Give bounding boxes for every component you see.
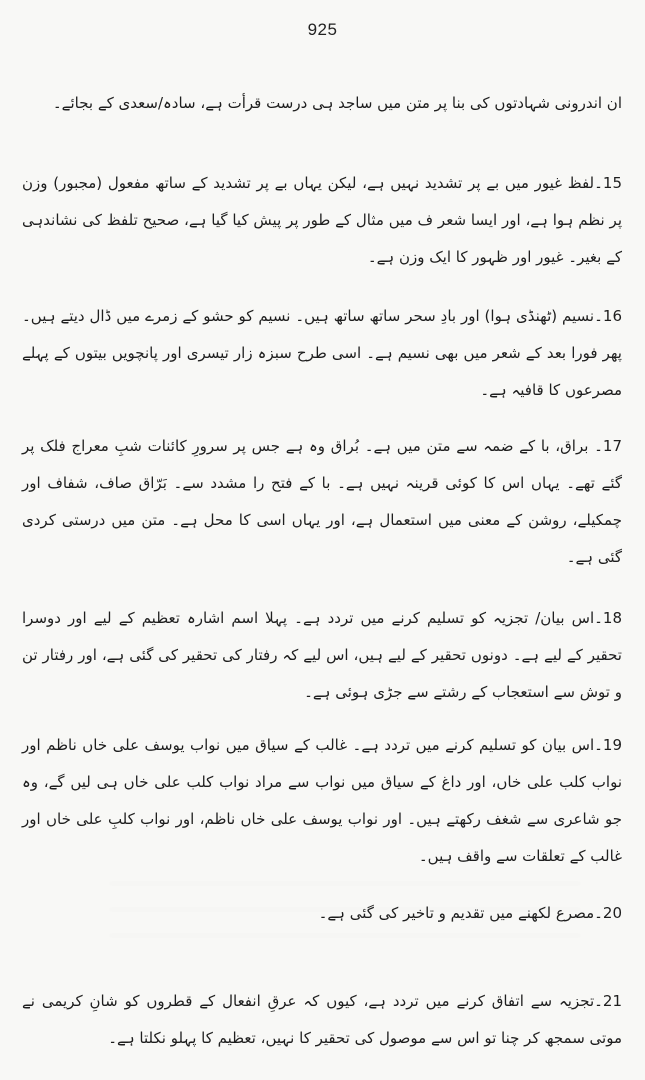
note-16: 16۔نسیم (ٹھنڈی ہوا) اور بادِ سحر ساتھ ساتھ ہیں۔ نسیم کو حشو کے زمرے میں ڈال دیتے ہیں۔ پھر فورا بعد کے شعر میں بھی نسیم ہے۔ اسی طرح سبزہ زار تیسری اور پانچویں بیتوں کے پہلے مصرعوں کا قافیہ ہے۔ <box>22 307 622 399</box>
note-15: 15۔لفظ غیور میں بے پر تشدید نہیں ہے، لیکن یہاں بے پر تشدید کے ساتھ مفعول (مجبور) وزن پر نظم ہوا ہے، اور ایسا شعر ف میں مثال کے طور پر پیش کیا گیا ہے، صحیح تلفظ کی نشاندہی کے بغیر۔ غیور اور ظہور کا ایک وزن ہے۔ <box>22 174 622 266</box>
note-18: 18۔اس بیان/ تجزیہ کو تسلیم کرنے میں تردد ہے۔ پہلا اسم اشارہ تعظیم کے لیے اور دوسرا تحقیر کے لیے ہے۔ دونوں تحقیر کے لیے ہیں، اس لیے کہ رفتار کی تحقیر کی گئی ہے، اور رفتار تن و توش سے استعجاب کے رشتے سے جڑی ہوئی ہے۔ <box>22 609 622 701</box>
note-20: 20۔مصرع لکھنے میں تقدیم و تاخیر کی گئی ہے۔ <box>318 904 622 922</box>
paragraph-intro: ان اندرونی شہادتوں کی بنا پر متن میں ساجد ہی درست قرأت ہے، سادہ/سعدی کے بجائے۔ <box>52 94 622 112</box>
page-number: 925 <box>307 20 338 39</box>
note-17: 17۔ براق، با کے ضمہ سے متن میں ہے۔ بُراق وہ ہے جس پر سرورِ کائنات شبِ معراج فلک پر گئے تھے۔ یہاں اس کا کوئی قرینہ نہیں ہے۔ با کے فتح را مشدد سے۔ بَرّاق صاف، شفاف اور چمکیلے، روشن کے معنی میں استعمال ہے، اور یہاں اسی کا محل ہے۔ متن میں درستی کردی گئی ہے۔ <box>22 437 622 566</box>
note-21: 21۔تجزیہ سے اتفاق کرنے میں تردد ہے، کیوں کہ عرقِ انفعال کے قطروں کو شانِ کریمی نے موتی سمجھ کر چنا تو اس سے موصول کی تحقیر کا نہیں، تعظیم کا پہلو نکلتا ہے۔ <box>22 992 622 1047</box>
note-19: 19۔اس بیان کو تسلیم کرنے میں تردد ہے۔ غالب کے سیاق میں نواب یوسف علی خاں ناظم اور نواب کلب علی خاں، اور داغ کے سیاق میں نواب سے مراد نواب کلب علی خاں ہی لیں گے، وہ جو شاعری سے شغف رکھتے ہیں۔ اور نواب یوسف علی خاں ناظم، اور نواب کلبِ علی خاں اور غالب کے تعلقات سے واقف ہیں۔ <box>22 736 622 865</box>
